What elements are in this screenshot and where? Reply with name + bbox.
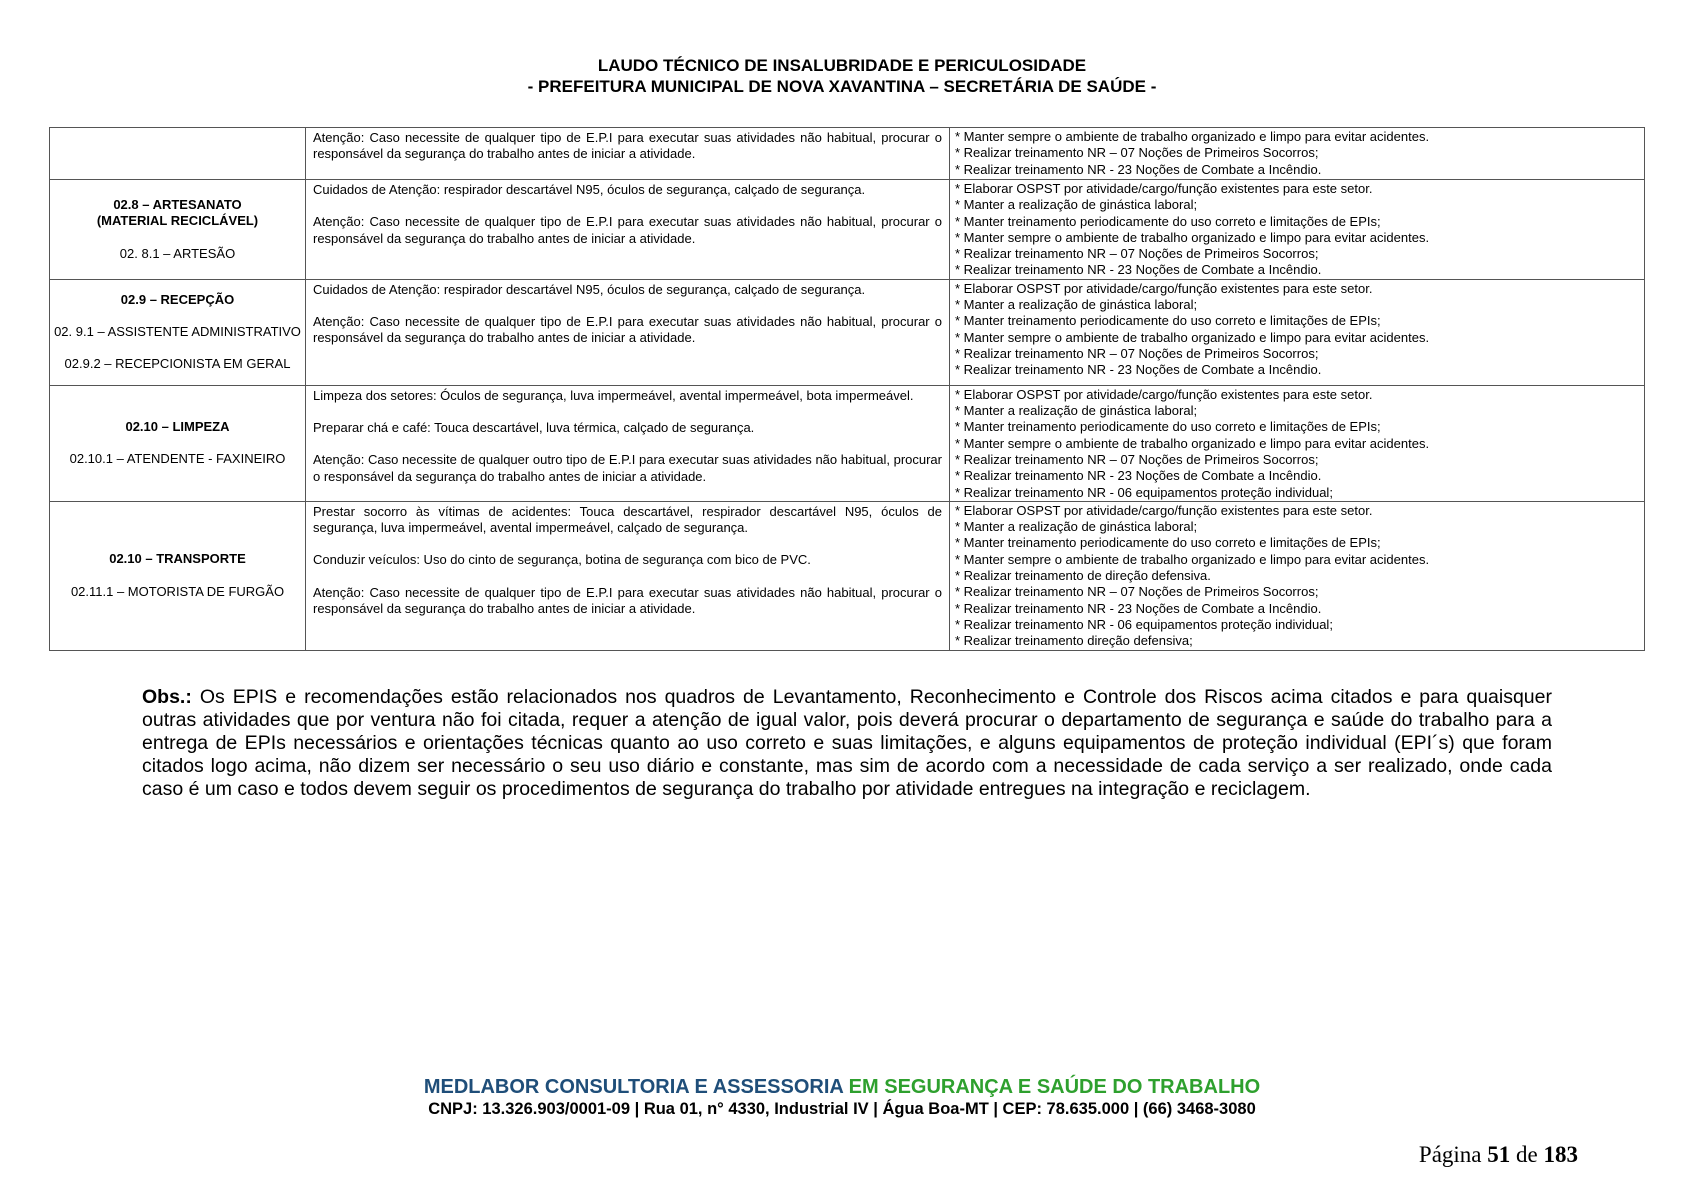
epi-text: Atenção: Caso necessite de qualquer tipo de E.P.I para executar suas atividades não habitual, procurar o responsável da segurança do trabalho antes de iniciar a atividade. [313, 214, 942, 246]
recommendation-item: * Realizar treinamento NR - 23 Noções de Combate a Incêndio. [955, 600, 1322, 616]
recommendation-item: * Realizar treinamento NR – 07 Noções de Primeiros Socorros; [955, 451, 1319, 467]
sector-title: 02.8 – ARTESANATO [113, 196, 242, 212]
recommendation-item: * Manter treinamento periodicamente do uso correto e limitações de EPIs; [955, 535, 1381, 551]
epi-text: Prestar socorro às vítimas de acidentes: Touca descartável, respirador descartável N95, óculos de segurança, luva impermeável, avental impermeável, calçado de segurança. [313, 503, 942, 536]
recommendation-item: * Elaborar OSPST por atividade/cargo/função existentes para este setor. [955, 181, 1373, 196]
recommendations-cell [950, 385, 1645, 501]
epi-cell [306, 279, 950, 385]
sector-title: 02.10 – LIMPEZA [125, 419, 230, 435]
function-name: 02.11.1 – MOTORISTA DE FURGÃO [70, 583, 285, 599]
recommendation-item: * Manter sempre o ambiente de trabalho organizado e limpo para evitar acidentes. [955, 329, 1430, 345]
recommendation-item: * Elaborar OSPST por atividade/cargo/função existentes para este setor. [955, 280, 1373, 296]
obs-text: Os EPIS e recomendações estão relacionados nos quadros de Levantamento, Reconhecimento e Controle dos Riscos acima citados e para quaisquer outras atividades que por ventura não foi citada, requer a atenção de igual valor, pois deverá procurar o departamento de segurança e saúde do trabalho para a entrega de EPIs necessários e orientações técnicas quanto ao uso correto e suas limitações, e alguns equipamentos de proteção individual (EPI´s) que foram citados logo acima, não dizem ser necessário o seu uso diário e constante, mas sim de acordo com a necessidade de cada serviço a ser realizado, onde cada caso é um caso e todos devem seguir os procedimentos de segurança do trabalho por atividade entregues na integração e reciclagem. [142, 686, 1552, 800]
epi-text: Conduzir veículos: Uso do cinto de segurança, botina de segurança com bico de PVC. [313, 552, 811, 568]
recommendation-item: * Realizar treinamento NR - 23 Noções de Combate a Incêndio. [955, 362, 1322, 378]
sector-cell [50, 501, 306, 650]
recommendation-item: * Manter sempre o ambiente de trabalho organizado e limpo para evitar acidentes. [955, 229, 1430, 245]
table-row [50, 501, 1645, 650]
footer-address: CNPJ: 13.326.903/0001-09 | Rua 01, n° 4330, Industrial IV | Água Boa-MT | CEP: 78.635.000 | (66) 3468-3080 [428, 1100, 1256, 1118]
spacer [313, 569, 942, 585]
spacer [313, 536, 942, 552]
sector-subtitle: (MATERIAL RECICLÁVEL) [96, 213, 259, 229]
sector-title: 02.10 – TRANSPORTE [109, 551, 246, 567]
recommendations-cell [950, 128, 1645, 180]
recommendation-item: * Realizar treinamento NR - 06 equipamentos proteção individual; [955, 616, 1333, 632]
function-name: 02.10.1 – ATENDENTE - FAXINEIRO [69, 451, 286, 467]
recommendation-item: * Realizar treinamento NR - 06 equipamentos proteção individual; [955, 484, 1333, 500]
recommendation-item: * Manter sempre o ambiente de trabalho organizado e limpo para evitar acidentes. [955, 551, 1430, 567]
page-middle: de [1510, 1142, 1544, 1167]
recommendation-item: * Manter a realização de ginástica laboral; [955, 519, 1198, 535]
recommendation-item: * Realizar treinamento NR – 07 Noções de Primeiros Socorros; [955, 246, 1319, 262]
spacer [50, 435, 305, 451]
epi-cell [306, 180, 950, 280]
spacer [313, 198, 942, 214]
epi-cell [306, 501, 950, 650]
recommendations-cell [950, 501, 1645, 650]
function-name: 02. 9.1 – ASSISTENTE ADMINISTRATIVO [54, 324, 301, 340]
recommendation-item: * Realizar treinamento NR – 07 Noções de Primeiros Socorros; [955, 584, 1319, 600]
page-number [1419, 1142, 1578, 1168]
spacer [313, 298, 942, 314]
footer-company [0, 1076, 1684, 1099]
recommendation-item: * Elaborar OSPST por atividade/cargo/função existentes para este setor. [955, 502, 1373, 518]
epi-text: Limpeza dos setores: Óculos de segurança, luva impermeável, avental impermeável, bota impermeável. [313, 387, 914, 403]
sector-title: 02.9 – RECEPÇÃO [120, 291, 235, 307]
observation-paragraph [142, 686, 1552, 801]
recommendation-item: * Manter a realização de ginástica laboral; [955, 197, 1198, 213]
epi-cell [306, 385, 950, 501]
function-name: 02. 8.1 – ARTESÃO [119, 245, 236, 261]
epi-text: Atenção: Caso necessite de qualquer tipo de E.P.I para executar suas atividades não habitual, procurar o responsável da segurança do trabalho antes de iniciar a atividade. [313, 584, 942, 617]
table-row [50, 180, 1645, 280]
epi-text: Cuidados de Atenção: respirador descartável N95, óculos de segurança, calçado de segurança. [313, 281, 866, 297]
recommendation-item: * Manter sempre o ambiente de trabalho organizado e limpo para evitar acidentes. [955, 129, 1430, 144]
recommendation-item: * Manter a realização de ginástica laboral; [955, 297, 1198, 313]
recommendation-item: * Realizar treinamento NR – 07 Noções de Primeiros Socorros; [955, 145, 1319, 161]
spacer [50, 568, 305, 584]
epi-text: Preparar chá e café: Touca descartável, luva térmica, calçado de segurança. [313, 420, 755, 436]
spacer [50, 308, 305, 324]
recommendation-item: * Realizar treinamento NR – 07 Noções de Primeiros Socorros; [955, 345, 1319, 361]
recommendation-item: * Realizar treinamento direção defensiva; [955, 633, 1193, 649]
spacer [50, 340, 305, 356]
epi-text: Atenção: Caso necessite de qualquer outro tipo de E.P.I para executar suas atividades não habitual, procurar o responsável da segurança do trabalho antes de iniciar a atividade. [313, 452, 942, 484]
recommendation-item: * Realizar treinamento NR - 23 Noções de Combate a Incêndio. [955, 161, 1322, 177]
epi-cell [306, 128, 950, 180]
recommendation-item: * Manter sempre o ambiente de trabalho organizado e limpo para evitar acidentes. [955, 435, 1430, 451]
document-header [0, 55, 1684, 97]
sector-cell [50, 385, 306, 501]
header-subtitle: - PREFEITURA MUNICIPAL DE NOVA XAVANTINA – SECRETÁRIA DE SAÚDE - [527, 77, 1157, 96]
footer-company-name: MEDLABOR CONSULTORIA E ASSESSORIA [423, 1076, 844, 1098]
sector-cell [50, 279, 306, 385]
spacer [313, 436, 942, 452]
epi-recommendations-table [49, 127, 1645, 651]
page-total: 183 [1543, 1142, 1578, 1167]
header-title: LAUDO TÉCNICO DE INSALUBRIDADE E PERICULOSIDADE [597, 56, 1087, 75]
footer-company-tagline: EM SEGURANÇA E SAÚDE DO TRABALHO [843, 1076, 1261, 1098]
sector-cell [50, 128, 306, 180]
table-row [50, 279, 1645, 385]
page-prefix: Página [1418, 1142, 1488, 1167]
table-row [50, 128, 1645, 180]
sector-cell [50, 180, 306, 280]
function-name: 02.9.2 – RECEPCIONISTA EM GERAL [64, 356, 291, 372]
spacer [313, 404, 942, 420]
recommendations-cell [950, 279, 1645, 385]
recommendation-item: * Manter a realização de ginástica laboral; [955, 403, 1198, 419]
table-row [50, 385, 1645, 501]
recommendations-cell [950, 180, 1645, 280]
recommendation-item: * Manter treinamento periodicamente do uso correto e limitações de EPIs; [955, 313, 1381, 329]
obs-label: Obs.: [142, 686, 192, 708]
spacer [50, 230, 305, 246]
epi-text: Atenção: Caso necessite de qualquer tipo de E.P.I para executar suas atividades não habitual, procurar o responsável da segurança do trabalho antes de iniciar a atividade. [313, 130, 942, 162]
recommendation-item: * Realizar treinamento NR - 23 Noções de Combate a Incêndio. [955, 262, 1322, 278]
page-current: 51 [1487, 1142, 1511, 1167]
recommendation-item: * Realizar treinamento de direção defensiva. [955, 568, 1211, 584]
recommendation-item: * Manter treinamento periodicamente do uso correto e limitações de EPIs; [955, 213, 1381, 229]
recommendation-item: * Manter treinamento periodicamente do uso correto e limitações de EPIs; [955, 419, 1381, 435]
recommendation-item: * Realizar treinamento NR - 23 Noções de Combate a Incêndio. [955, 468, 1322, 484]
recommendation-item: * Elaborar OSPST por atividade/cargo/função existentes para este setor. [955, 386, 1373, 402]
epi-text: Atenção: Caso necessite de qualquer tipo de E.P.I para executar suas atividades não habitual, procurar o responsável da segurança do trabalho antes de iniciar a atividade. [313, 314, 942, 346]
epi-text: Cuidados de Atenção: respirador descartável N95, óculos de segurança, calçado de segurança. [313, 182, 866, 197]
